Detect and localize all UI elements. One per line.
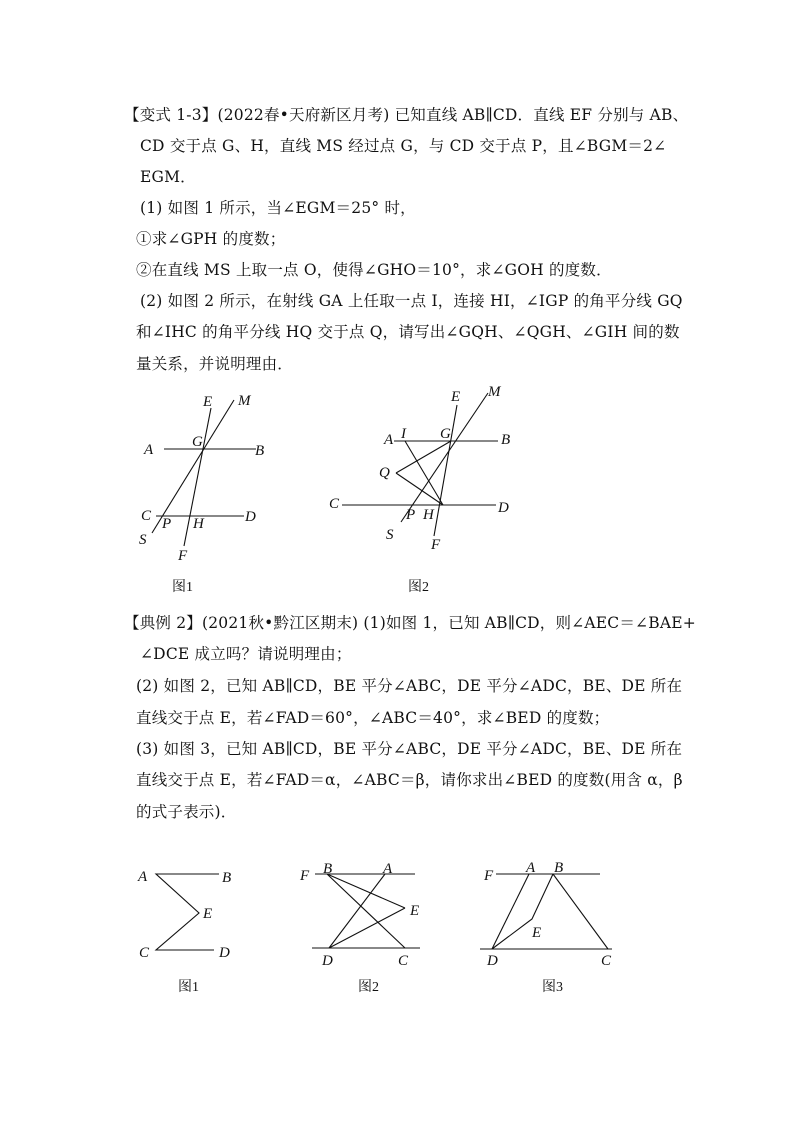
label-C: C (601, 953, 612, 969)
caption: 图2 (408, 580, 429, 595)
problem1-line2: CD 交于点 G、H，直线 MS 经过点 G，与 CD 交于点 P，且∠BGM＝2∠ (140, 137, 667, 155)
label-H: H (423, 507, 434, 523)
label-C: C (139, 945, 150, 961)
label-P: P (406, 507, 416, 523)
problem2-part3-line2: 直线交于点 E，若∠FAD＝α，∠ABC＝β，请你求出∠BED 的度数(用含 α，β (136, 771, 683, 789)
label-B: B (501, 432, 511, 448)
label-B: B (323, 861, 333, 877)
label-S: S (139, 532, 147, 548)
problem1-part2-line2: 和∠IHC 的角平分线 HQ 交于点 Q，请写出∠GQH、∠QGH、∠GIH 间的数 (136, 323, 680, 341)
line-MS (152, 400, 234, 533)
label-A: A (383, 861, 393, 877)
segment-BC (327, 874, 405, 948)
problem1-part1: (1) 如图 1 所示，当∠EGM＝25° 时， (140, 199, 416, 217)
segment-GQ (396, 441, 451, 473)
segment-BC (553, 874, 608, 949)
label-A: A (138, 869, 148, 885)
label-D: D (219, 945, 230, 961)
label-I: I (401, 426, 406, 442)
problem1-line3: EGM． (140, 168, 196, 186)
segment-IH (405, 441, 443, 505)
label-Q: Q (379, 465, 390, 481)
label-F: F (484, 868, 494, 884)
problem2-part3: (3) 如图 3，已知 AB∥CD，BE 平分∠ABC，DE 平分∠ADC，BE、DE 所在 (136, 740, 683, 758)
label-C: C (141, 508, 152, 524)
label-D: D (487, 953, 498, 969)
label-E: E (532, 925, 542, 941)
label-F: F (178, 548, 188, 564)
label-E: E (203, 394, 213, 410)
label-D: D (245, 509, 256, 525)
problem1-part2: (2) 如图 2 所示，在射线 GA 上任取一点 I，连接 HI，∠IGP 的角平分线 GQ (140, 292, 683, 310)
label-B: B (554, 860, 564, 876)
line-EF (434, 405, 457, 536)
problem2-line1: 【典例 2】(2021秋•黔江区期末) (1)如图 1，已知 AB∥CD，则∠AEC＝∠BAE+ (124, 614, 696, 632)
segment-AD (492, 874, 529, 949)
segment-AD (329, 874, 385, 948)
label-A: A (384, 432, 394, 448)
segment-DE (329, 908, 405, 948)
problem2-line2: ∠DCE 成立吗？请说明理由； (140, 645, 352, 663)
line-MS (401, 393, 488, 522)
label-D: D (322, 953, 333, 969)
segment-QH (396, 473, 443, 505)
label-B: B (222, 870, 232, 886)
label-S: S (386, 527, 394, 543)
problem1-part1-q1: ①求∠GPH 的度数； (136, 230, 286, 248)
label-F: F (300, 868, 310, 884)
top-figure-2 (329, 384, 510, 595)
bottom-figure-3 (480, 860, 612, 995)
label-P: P (162, 516, 172, 532)
label-G: G (192, 434, 203, 450)
label-A: A (526, 860, 536, 876)
top-figure-1 (139, 393, 264, 595)
label-B: B (255, 443, 265, 459)
label-M: M (238, 393, 251, 409)
label-H: H (193, 516, 204, 532)
label-E: E (451, 389, 461, 405)
segments-BE-ED (492, 874, 553, 949)
caption: 图1 (178, 980, 199, 995)
problem1-part2-line3: 量关系，并说明理由． (136, 355, 294, 373)
bottom-figure-1 (137, 869, 231, 995)
segment-BE (327, 874, 405, 908)
label-A: A (144, 442, 154, 458)
label-E: E (410, 903, 420, 919)
caption: 图1 (172, 580, 193, 595)
label-D: D (498, 500, 509, 516)
label-M: M (488, 384, 501, 400)
problem1-part1-q2: ②在直线 MS 上取一点 O，使得∠GHO＝10°，求∠GOH 的度数． (136, 261, 612, 279)
problem2-part2-line2: 直线交于点 E，若∠FAD＝60°，∠ABC＝40°，求∠BED 的度数； (136, 709, 610, 727)
label-G: G (440, 426, 451, 442)
label-C: C (329, 496, 340, 512)
caption: 图2 (358, 980, 379, 995)
label-F: F (431, 537, 441, 553)
problem2-part2: (2) 如图 2，已知 AB∥CD，BE 平分∠ABC，DE 平分∠ADC，BE、DE 所在 (136, 677, 683, 695)
problem2-part3-line3: 的式子表示)． (136, 803, 237, 821)
bottom-figure-2 (299, 861, 420, 995)
problem1-line1: 【变式 1-3】(2022春•天府新区月考) 已知直线 AB∥CD．直线 EF 分别与 AB、 (124, 106, 689, 124)
caption: 图3 (542, 980, 563, 995)
label-C: C (398, 953, 409, 969)
label-E: E (203, 906, 213, 922)
